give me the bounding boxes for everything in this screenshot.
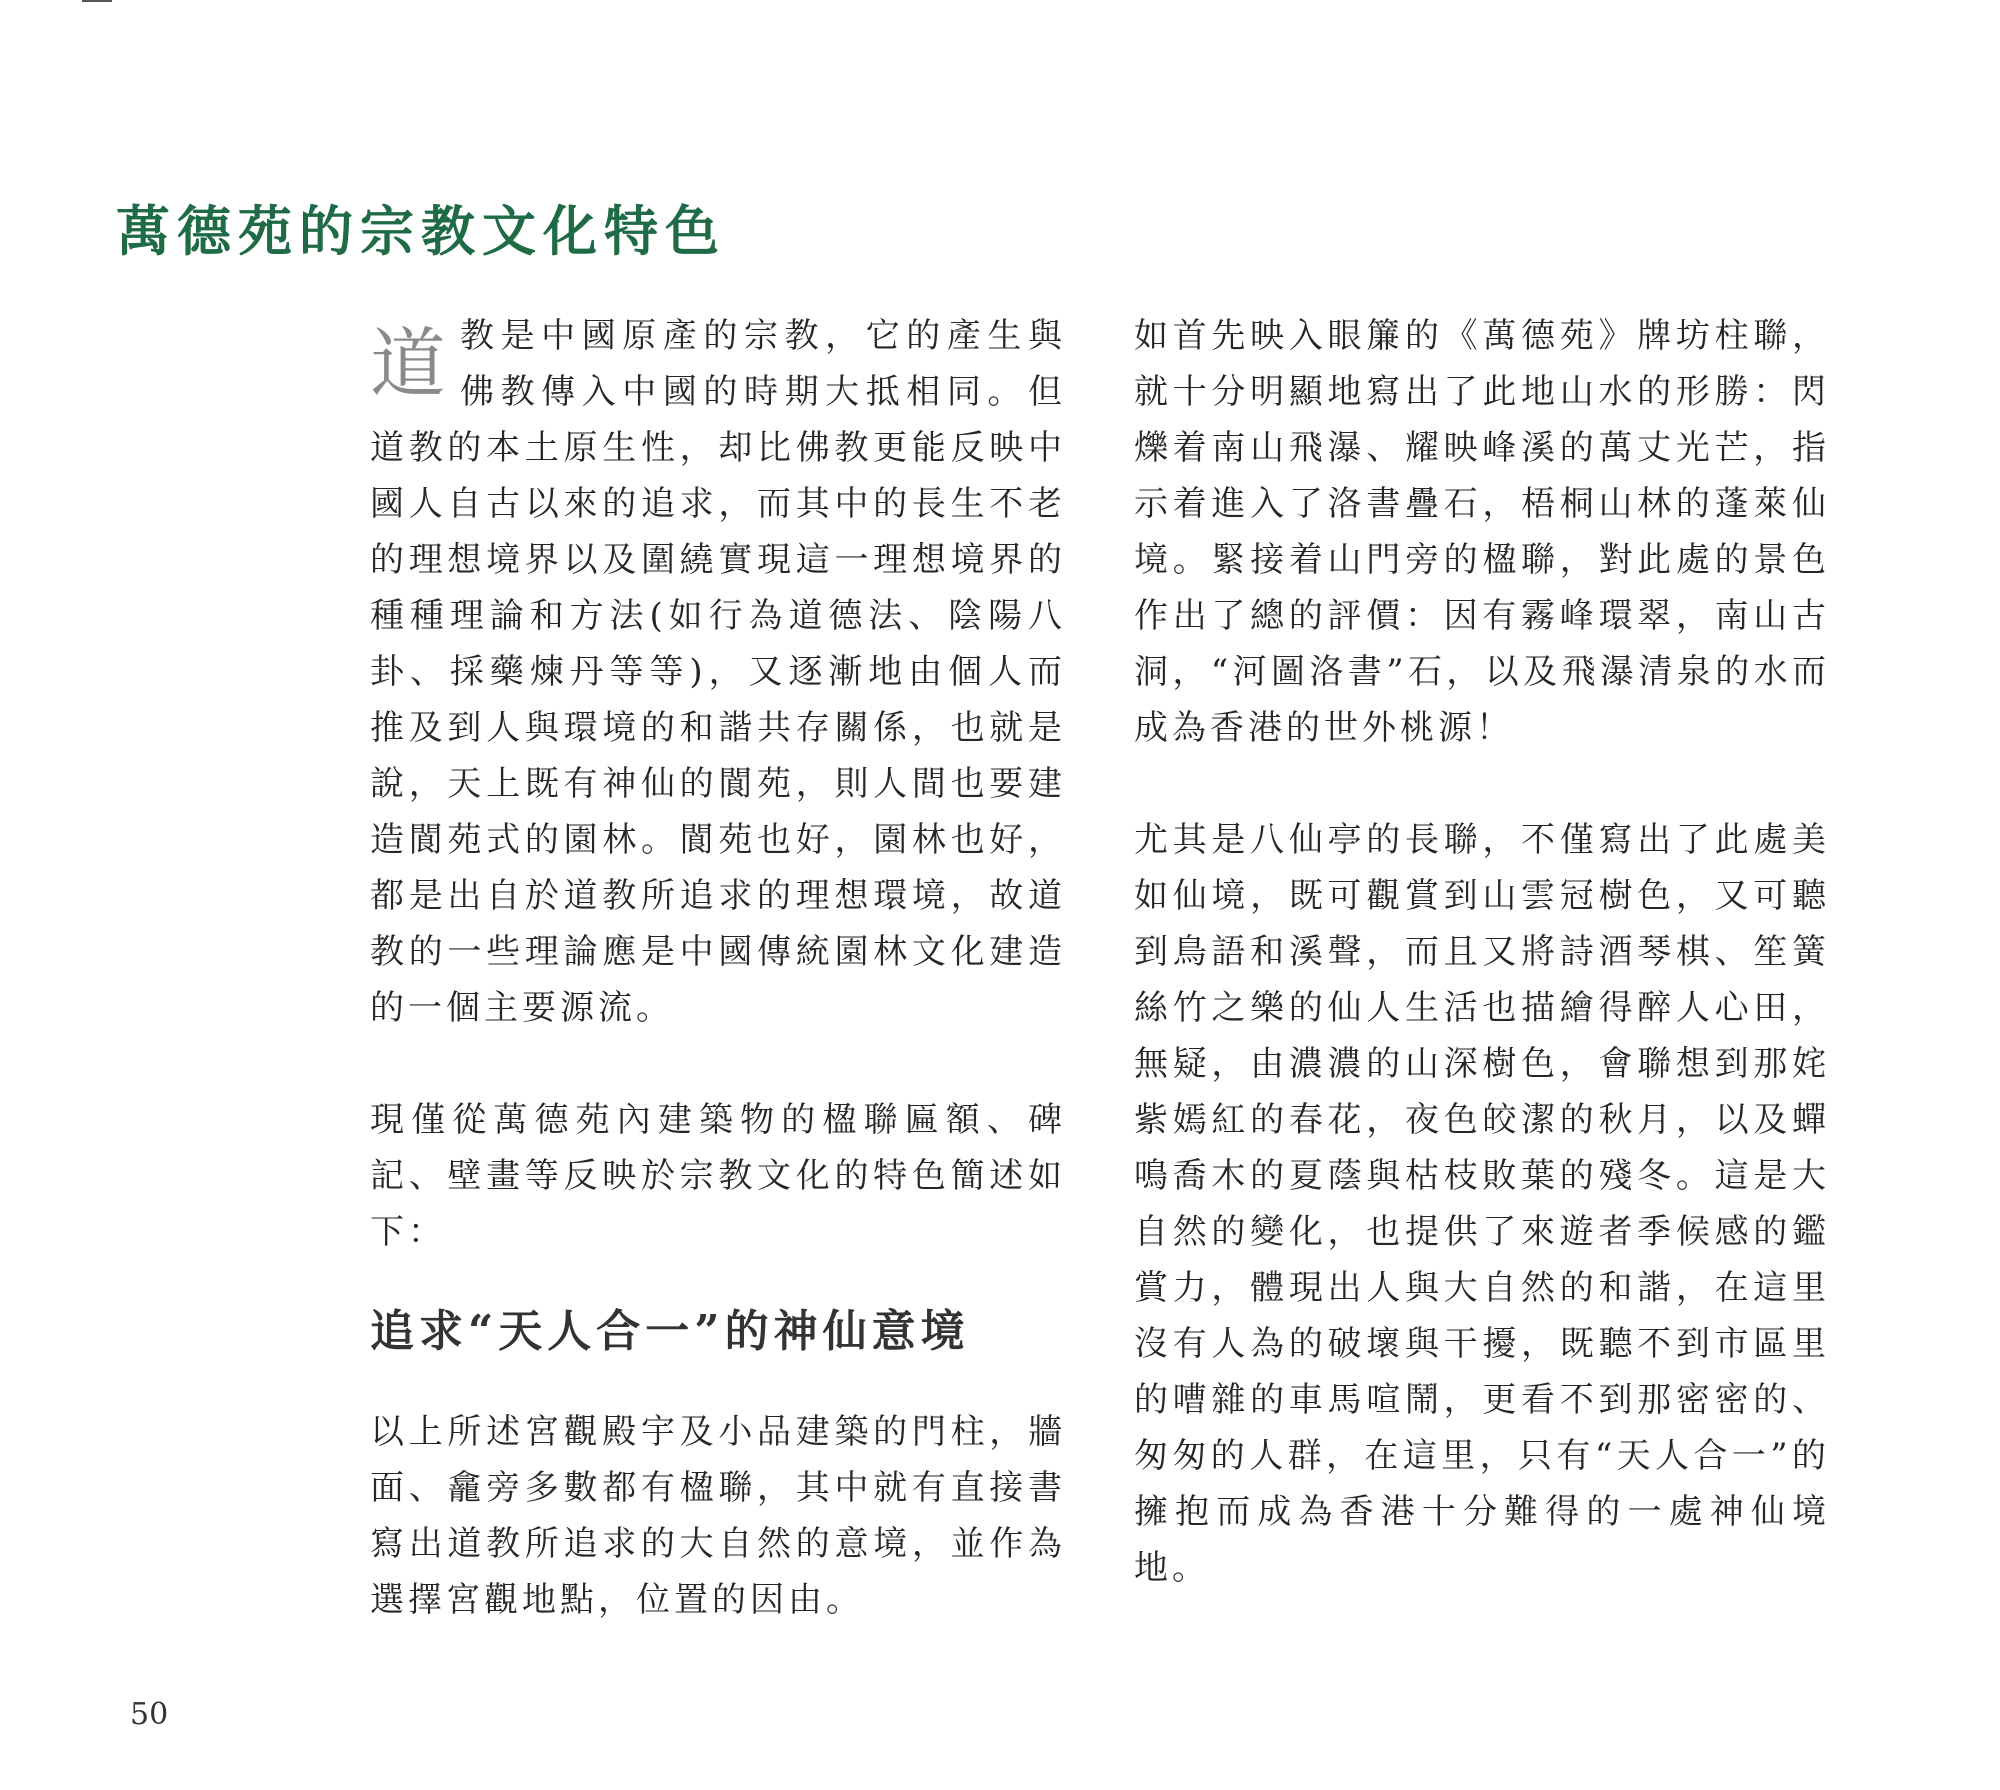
right-column (1134, 308, 1830, 1596)
overview-paragraph: 現僅從萬德苑內建築物的楹聯匾額、碑記、壁畫等反映於宗教文化的特色簡述如下： (370, 1100, 1066, 1252)
page-title: 萬德苑的宗教文化特色 (116, 199, 726, 264)
intro-paragraph-text: 教是中國原產的宗教，它的產生與佛教傳入中國的時期大抵相同。但道教的本土原生性，却比佛教更能反映中國人自古以來的追求，而其中的長生不老的理想境界以及圍繞實現這一理想境界的種種理論和方法(如行為道德法、陰陽八卦、採藥煉丹等等)，又逐漸地由個人而推及到人與環境的和諧共存關係，也就是說，天上既有神仙的閬苑，則人間也要建造閬苑式的園林。閬苑也好，園林也好，都是出自於道教所追求的理想環境，故道教的一些理論應是中國傳統園林文化建造的一個主要源流。 (370, 316, 1066, 1028)
dropcap: 道 (370, 319, 450, 408)
couplets-paragraph: 以上所述宮觀殿宇及小品建築的門柱，牆面、龕旁多數都有楹聯，其中就有直接書寫出道教所追求的大自然的意境，並作為選擇宮觀地點，位置的因由。 (370, 1412, 1066, 1620)
archway-paragraph: 如首先映入眼簾的《萬德苑》牌坊柱聯，就十分明顯地寫出了此地山水的形勝：閃爍着南山飛瀑、耀映峰溪的萬丈光芒，指示着進入了洛書疊石，梧桐山林的蓬萊仙境。緊接着山門旁的楹聯，對此處的景色作出了總的評價：因有霧峰環翠，南山古洞，“河圖洛書”石，以及飛瀑清泉的水而成為香港的世外桃源！ (1134, 316, 1830, 748)
page-number: 50 (130, 1697, 169, 1732)
section-subheading: 追求“天人合一”的神仙意境 (370, 1306, 970, 1357)
pavilion-paragraph: 尤其是八仙亭的長聯，不僅寫出了此處美如仙境，既可觀賞到山雲冠樹色，又可聽到鳥語和溪聲，而且又將詩酒琴棋、笙簧絲竹之樂的仙人生活也描繪得醉人心田，無疑，由濃濃的山深樹色，會聯想到那姹紫嫣紅的春花，夜色皎潔的秋月，以及蟬鳴喬木的夏蔭與枯枝敗葉的殘冬。這是大自然的變化，也提供了來遊者季候感的鑑賞力，體現出人與大自然的和諧，在這里沒有人為的破壞與干擾，既聽不到市區里的嘈雜的車馬喧鬧，更看不到那密密的、匆匆的人群，在這里，只有“天人合一”的擁抱而成為香港十分難得的一處神仙境地。 (1134, 820, 1830, 1588)
left-column (370, 308, 1066, 1628)
intro-paragraph (370, 308, 1066, 1036)
corner-mark (82, 0, 112, 2)
